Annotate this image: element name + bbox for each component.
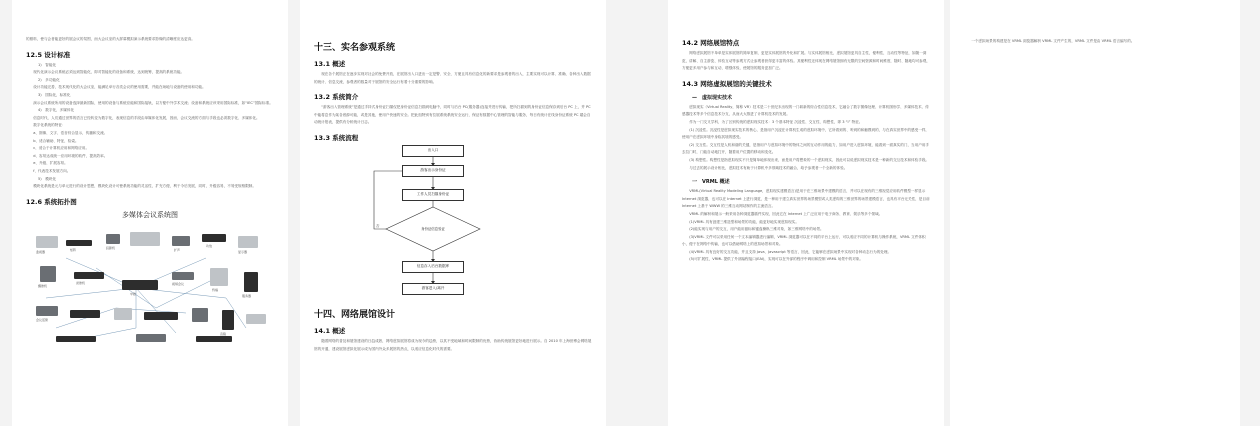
display-device: [238, 236, 258, 248]
figure-title: 多媒体会议系统图: [122, 210, 178, 219]
figure-caption: 录像机: [76, 280, 86, 285]
design-line: 设计功能完善，技术现代化的大会议室，能满足举行各类会议的使用需要，并能在场地与设备的使用和功能。: [33, 85, 206, 90]
section-13-3-heading: 13.3 系统流程: [314, 133, 359, 142]
vrml-paragraph: VRML 的解析和展示一般采用各种浏览器插件实现，因此它在 Internet 上广泛应用于电子商务、教育、娱乐等多个领域。: [689, 211, 883, 216]
speaker-column-device: [222, 310, 234, 330]
figure-caption: 音箱: [220, 331, 227, 336]
design-line: 3) 国际化，标准化: [38, 92, 71, 97]
vrml-paragraph: (5)可扩展性，VRML 提供了外部编程接口(EAI)，实现可以在外部的程序中调用和控制 VRML 场景中的对象。: [689, 257, 863, 262]
design-line: 5) 模块化: [38, 176, 57, 181]
figure-caption: 显示器: [238, 249, 248, 254]
design-line: b、适合辅助、特征，检索。: [33, 138, 79, 143]
switch-device: [56, 336, 96, 342]
screen-device: [130, 232, 160, 246]
design-line: 现代化演示会议系统必须达到智能化，即对智能化的设备和系统，达到统筹，提高的系统功能。: [33, 70, 185, 75]
microphone-device: [36, 306, 58, 316]
vr-paragraph: (2) 交互性。交互性是人机和谐的关键，是指用户与虚拟环境中的物体之间的互动作用的能力，如用户进入虚拟环境，能看到一面真实的门，当用户用手去拉门时，门能自动地打开，随着用户位置的移动和变化。: [682, 142, 930, 155]
vr-paragraph: 与过去的展示设计相比，虚拟技术有助于计算机中多领域技术的融合，给予参观者一个全新的体验。: [689, 165, 848, 170]
figure-caption: 摄像机: [38, 283, 48, 288]
design-line: f、代表技术发展方向。: [33, 168, 71, 173]
processor-device: [196, 336, 232, 342]
section-13-2-paragraph: “游客出入管理系统”是通过手持式身份证扫描仪把身份证信息扫描到电脑中，同时与后台 PC(服务器)连接并进行传输，把所扫描到的身份证信息保存到后台 PC 上，并 PC 中能将息作为某各底薛可能，或是其他，使用户快速的安全。把此组特别有位展系统系统安全运行，保证有数据中心管理的智能与服务，每日有统计在线身份证系统 PC 端会自动统计报表，提供有分析统计日志。: [314, 105, 591, 125]
design-line: 2) 多功能化: [38, 77, 60, 82]
vr-subheading: — 虚拟现实技术: [692, 94, 733, 101]
section-14-3-heading: 14.3 网络虚拟展馆的关键技术: [682, 79, 772, 88]
storage-device: [136, 334, 166, 342]
page4-paragraph: 一个虚拟场景的构建是在 VRML 浏览器解析 VRML 文件产生的，VRML 文件是由 VRML 语言编写的。: [971, 39, 1135, 43]
figure-caption: 中控: [130, 291, 137, 296]
vr-paragraph: (3) 构想性。构想性是指虚拟现实不只是简单地体现出来，而是用户将想象的一个虚拟现实，因此可以说虚拟现实技术是一种新的交互技术和体验手段。: [689, 157, 930, 162]
vr-paragraph: (1) 沉浸性。沉浸性是虚拟现实技术的核心，是指用户沉浸在计算机生成的虚拟环境中，它所看到的、听到的和触摸到的，与在真实世界中的感受一样，使用户在虚拟环境中身临其境的感受。: [682, 127, 930, 140]
page1-intro: 的照料，使与会者能更好的展会议的氛围，而大会议室的大屏幕模拟演示系统要求影像的清晰度应达更高。: [26, 37, 195, 41]
vrml-subheading: 一 VRML 概述: [692, 179, 730, 186]
central-control-device: [122, 280, 158, 290]
amplifier-device: [202, 234, 226, 242]
flow-step-scan-id: 工作人员扫描身份证: [402, 189, 464, 201]
vrml-paragraph: VRML(Virtual Reality Modeling Language，虚拟现实建模语言)是用于在三维场景中建模的语言，并可以在现有的三维视觉应用软件模型一样显示 Internet 浏览器，也可以在 Internet 上进行浏览，是一种用于建立真实世界的场景模型或人类虚构的三维世界的场景建模语言，也具有平台无关性，是目前 Internet 上基于 WWW 的三维互动网站制作的主流语言。: [682, 189, 930, 209]
section-13-1-paragraph: 现在各个展馆正在逐步实现对社会的免费开放，在展馆出入口进出一定是警、安全、方便且具有信息化的新要求是参观者的出入，主要实现可以计算、准确、各种出入数据的统计、信息交流，参观者的数量对于展馆的安全运行有着十分重要的影响。: [314, 72, 591, 84]
chapter-13-heading: 十三、实名参观系统: [314, 43, 396, 53]
figure-caption: 视频会议: [172, 281, 185, 286]
figure-caption: 投影机: [106, 245, 116, 250]
flow-step-entrance: 出入口: [402, 145, 464, 157]
design-line: 4) 数字化，多媒体化: [38, 108, 75, 113]
section-13-1-heading: 13.1 概述: [314, 60, 346, 68]
laptop-device: [192, 308, 208, 322]
camera-device: [40, 266, 56, 282]
section-13-2-heading: 13.2 系统简介: [314, 93, 359, 102]
touch-panel-device: [246, 314, 266, 324]
vr-paragraph: 作为一门交叉学科，为了区别传统的虚拟现实技术：3 个基本特征 沉浸性、交互性、构想性，即 3 “I” 特征。: [689, 119, 863, 124]
vrml-paragraph: (1)VRML 具有创建三维造型和场景的功能，能更好地实现虚拟现实。: [689, 219, 799, 224]
video-conference-device: [172, 272, 194, 280]
flow-decision-verify: 身份证信息验证: [421, 226, 445, 231]
design-line: 数字化系统的特征：: [33, 123, 66, 128]
section-topology-heading: 12.6 系统拓扑图: [26, 197, 77, 206]
chapter-14-heading: 十四、网络展馆设计: [314, 309, 396, 320]
flow-step-enter-leave: 游客进入/离开: [402, 283, 464, 295]
document-page-2: [300, 0, 606, 426]
flow-no-label: 否: [376, 223, 380, 228]
monitor-device: [36, 236, 58, 248]
design-line: 演示会议系统所用的设备选择最新国际，使用的设备与系统应能和国际接轨，以方便中外学术交流；设备和系统应该采用国际标准，如“IEC”国际标准。: [33, 100, 273, 105]
figure-caption: 终端: [212, 287, 219, 292]
design-line: 模块化系统是元与单元进行的设计思想，模块化设计可使系统功能的灵活性，扩充方便，利于今后发展，同时，升级容易，不易受规格限制。: [33, 184, 256, 189]
projector-device: [106, 234, 120, 244]
mixer-device: [70, 310, 100, 318]
section-14-1-paragraph: 随着网络的普及和展馆建设的日趋成熟，网络虚拟展馆将成为现今的趋势，以其不受地域和时间限制的优势，协助传统展馆更好地进行展示。自 2010 年上海世博会网络展馆的开通，建设展馆虚拟化展示成为国内外众多展馆的热点，以适应信息化时代的需要。: [314, 338, 592, 351]
design-line: d、容易达成统一应用环境的软件，提高效率。: [33, 153, 108, 158]
vrml-paragraph: (2)能实现与用户的交互，用户能用鼠标和键盘操纵三维对象，如三维网络中的场景。: [689, 227, 824, 232]
vrml-paragraph: (4)VRML 具有良好的交互功能，并且支持 Java、Javascript 等语言，因此，它能够在虚拟场景中实现对各种动态行为的处理。: [689, 249, 892, 254]
flow-step-store-db: 信息存入后台数据库: [402, 261, 464, 273]
document-page-1: [12, 0, 288, 426]
figure-caption: 功放: [206, 243, 213, 248]
design-standard-list: [26, 62, 274, 191]
figure-caption: 扩声: [174, 247, 181, 252]
section-14-2-heading: 14.2 网络展馆特点: [682, 39, 740, 47]
figure-caption: 服务器: [242, 293, 252, 298]
design-line: c、适合于计算机应用和网络应用。: [33, 146, 90, 151]
pc-device: [114, 308, 132, 320]
vrml-paragraph: (3)VRML 文件可以采用任何一个文本编辑器进行编辑，VRML 浏览器可以在不同的平台上运行，可以适应不同的计算机与操作系统，VRML 文件体积小，便于在网络中传输，也可以借助网络上的虚拟场景和对象。: [682, 234, 926, 247]
vr-paragraph: 虚拟现实（Virtual Reality，简称 VR）技术是二十世纪末出现的一门崭新的综合性信息技术，它融合了数字图像处理、计算机图形学、多媒体技术、传感器技术等多个信息技术分支，从而大大推进了计算机技术的发展。: [682, 104, 929, 117]
figure-caption: 监视器: [36, 249, 46, 254]
system-topology-figure: [26, 210, 274, 360]
visitor-flowchart: [314, 145, 592, 303]
rack-device: [144, 312, 178, 320]
terminal-device: [210, 268, 228, 286]
document-page-3: [668, 0, 944, 426]
speaker-device: [172, 236, 190, 246]
design-line: a、图像、文字、语音综合显示，传播和交流。: [33, 130, 108, 135]
flow-step-show-id: 游客出示身份证: [402, 165, 464, 177]
design-line: 1) 智能化: [38, 62, 57, 67]
section-14-2-paragraph: 网络虚拟展馆不单单是实体展馆的简单复制，更是实体展馆的外化和扩展。与实体展馆相比，虚拟展馆更具自主性，便利性，互动性等特征，如随一浏览，讲解、自主游览、体验互动等参观方式让参观者获得更丰富的体验。其便利性还体现在网络展馆拥有无限的空间资源和时间维度，随时、随地均可参观，方便更多用户参与和互动，增强体验，使展馆的服务更加广泛。: [682, 51, 930, 71]
figure-caption: 会议话筒: [36, 317, 49, 322]
recorder-device: [74, 272, 104, 279]
figure-caption: 矩阵: [70, 247, 77, 252]
matrix-device: [66, 240, 92, 246]
section-design-standard-heading: 12.5 设计标准: [26, 50, 71, 59]
document-page-4: [950, 0, 1240, 426]
design-line: e、升级、扩展容易。: [33, 161, 68, 166]
design-line: 信息时代，人们通过世界的语言已经转变为数字化，表现信息的手段由单媒体化发展，因而，会议交流的方面与手段也必须数字化、多媒体化。: [33, 115, 260, 120]
section-14-1-heading: 14.1 概述: [314, 326, 346, 335]
server-device: [244, 272, 258, 292]
